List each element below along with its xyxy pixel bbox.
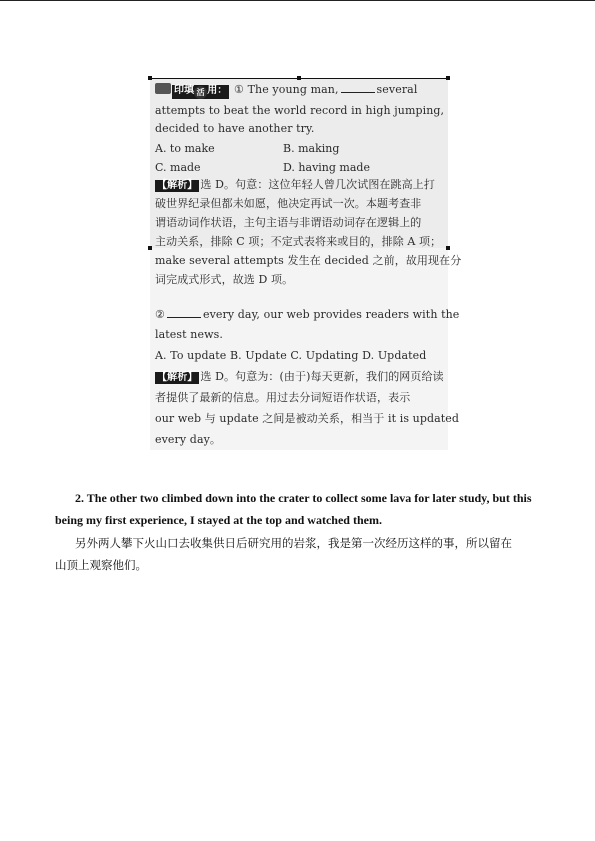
top-rule xyxy=(0,0,595,1)
chinese-translation-line: 山顶上观察他们。 xyxy=(55,558,147,572)
selection-handle[interactable] xyxy=(148,76,152,80)
q1-option-b: B. making xyxy=(283,142,340,155)
selection-handle[interactable] xyxy=(446,76,450,80)
q1-answer-line: 谓语动词作状语，主句主语与非谓语动词存在逻辑上的 xyxy=(155,216,422,229)
q2-answer-line: every day。 xyxy=(155,433,222,446)
q1-number: ① xyxy=(234,83,244,96)
english-sentence-line: 2. The other two climbed down into the crater to collect some lava for later study, but this xyxy=(75,491,532,505)
q1-answer-line: 【解析】 选 D。句意：这位年轻人曾几次试图在跳高上打 xyxy=(157,178,435,191)
q1-header-line xyxy=(155,82,447,99)
q1-rest: several xyxy=(376,83,418,96)
q1-answer-line: 主动关系，排除 C 项；不定式表将来或目的，排除 A 项； xyxy=(155,235,442,248)
q1-option-c: C. made xyxy=(155,161,201,174)
q2-answer-line: 【解析】 选 D。句意为：(由于)每天更新，我们的网页给读 xyxy=(157,370,444,383)
q2-line: latest news. xyxy=(155,328,223,341)
q1-line: attempts to beat the world record in high jumping, xyxy=(155,104,445,117)
exercise-scan xyxy=(150,78,462,450)
q2-answer-line: 者提供了最新的信息。用过去分词短语作状语，表示 xyxy=(155,391,411,404)
q2-rest: every day, our web provides readers with the xyxy=(202,308,460,321)
q2-line xyxy=(155,307,460,322)
answer-tag: 【解析】 xyxy=(157,180,198,191)
q1-option-a: A. to make xyxy=(155,142,215,155)
circle-char-icon: 活 xyxy=(194,86,207,99)
q2-options: A. To update B. Update C. Updating D. Updated xyxy=(155,349,427,362)
q1-line: decided to have another try. xyxy=(155,122,315,135)
q2-blank xyxy=(167,307,201,318)
section-tag: 印填 活 用： xyxy=(174,85,228,97)
selection-handle[interactable] xyxy=(297,76,301,80)
book-icon xyxy=(155,83,171,94)
q1-answer-line: 破世界纪录但都未如愿，他决定再试一次。本题考查非 xyxy=(155,197,422,210)
answer-tag: 【解析】 xyxy=(157,372,198,383)
q1-answer-line: 词完成式形式，故选 D 项。 xyxy=(155,273,294,286)
q2-number: ② xyxy=(155,308,165,321)
q1-answer-line: make several attempts 发生在 decided 之前，故用现在分 xyxy=(155,254,462,267)
q1-blank xyxy=(341,82,375,93)
q1-lead: The young man, xyxy=(247,83,339,96)
chinese-translation-line: 另外两人攀下火山口去收集供日后研究用的岩浆，我是第一次经历这样的事，所以留在 xyxy=(75,536,512,550)
selection-handle[interactable] xyxy=(148,246,152,250)
q1-option-d: D. having made xyxy=(283,161,370,174)
q2-answer-line: our web 与 update 之间是被动关系，相当于 it is updated xyxy=(155,412,460,425)
english-sentence-line: being my first experience, I stayed at the top and watched them. xyxy=(55,513,382,527)
